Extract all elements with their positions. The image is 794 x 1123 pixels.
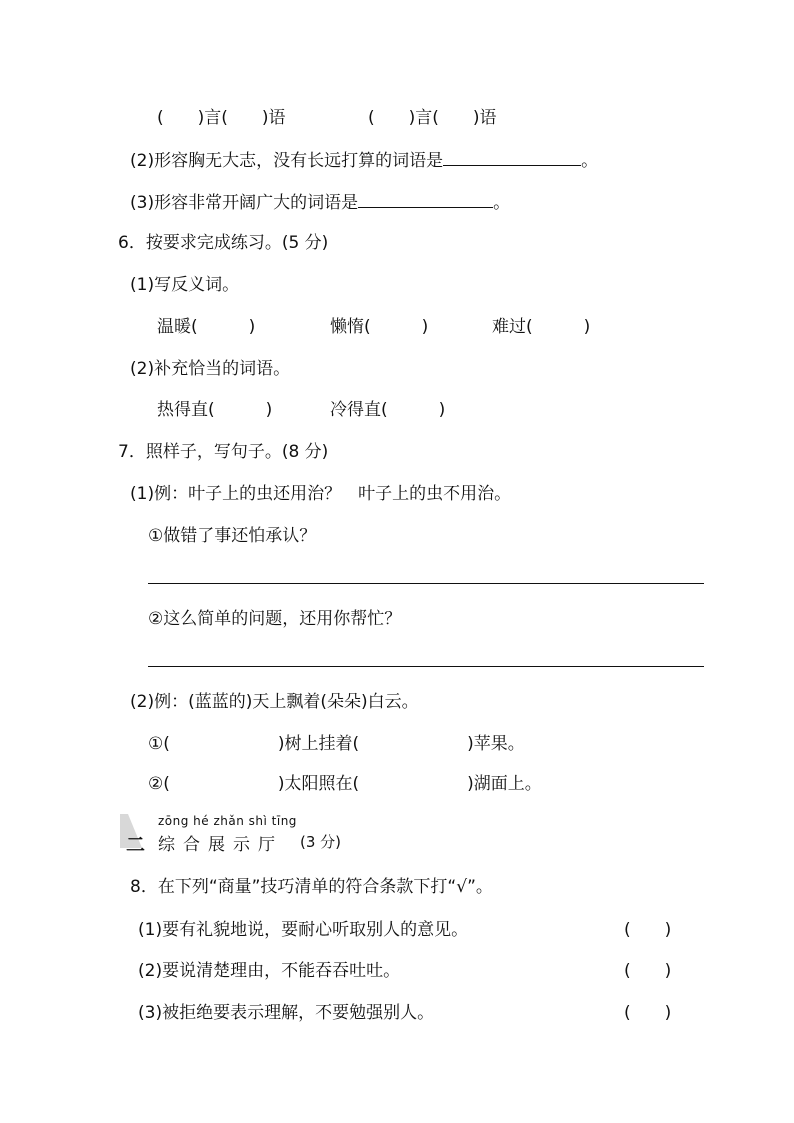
antonym-sad[interactable]: 难过( ) <box>492 317 591 337</box>
row1-part3: )苹果。 <box>467 734 525 754</box>
antonym-warm[interactable]: 温暖( ) <box>157 317 256 337</box>
section-pinyin: zōng hé zhǎn shì tīng <box>158 814 297 828</box>
row2-part3: )湖面上。 <box>467 774 542 794</box>
section-title: 综合展示厅 <box>158 835 283 855</box>
q7-example2: (2)例：(蓝蓝的)天上飘着(朵朵)白云。 <box>130 692 419 712</box>
q7-item2: ②这么简单的问题，还用你帮忙？ <box>148 609 402 629</box>
antonym-lazy[interactable]: 懒惰( ) <box>330 317 429 337</box>
row2-part2: )太阳照在( <box>277 774 360 794</box>
q8-checkbox-1[interactable]: ( ) <box>624 920 672 940</box>
q5-sub3-text: (3)形容非常开阔广大的词语是 <box>130 193 359 213</box>
row1-part2: )树上挂着( <box>277 734 360 754</box>
q5-sub3-end: 。 <box>493 193 511 213</box>
idiom-blank-b[interactable]: ( )言( )语 <box>368 108 497 128</box>
q5-sub2-text: (2)形容胸无大志，没有长远打算的词语是 <box>130 151 444 171</box>
q6-sub1: (1)写反义词。 <box>130 275 240 295</box>
q8-item-1: (1)要有礼貌地说，要耐心听取别人的意见。 <box>138 920 469 940</box>
fill-hot[interactable]: 热得直( ) <box>157 400 273 420</box>
row2-part1: ②( <box>148 774 170 794</box>
q6-title: 6．按要求完成练习。(5 分) <box>118 233 329 253</box>
q8-title: 8．在下列“商量”技巧清单的符合条款下打“√”。 <box>130 877 493 897</box>
q8-item-3: (3)被拒绝要表示理解，不要勉强别人。 <box>138 1003 435 1023</box>
q7-item1: ①做错了事还怕承认？ <box>148 526 317 546</box>
q5-sub2 <box>130 148 598 173</box>
q7-row1 <box>148 732 525 756</box>
q5-sub2-answer-line[interactable] <box>443 148 581 166</box>
idiom-blank-a[interactable]: ( )言( )语 <box>157 108 286 128</box>
q8-checkbox-3[interactable]: ( ) <box>624 1003 672 1023</box>
q7-row2 <box>148 772 542 796</box>
answer-line-2[interactable] <box>148 666 704 667</box>
q7-example1: (1)例：叶子上的虫还用治？ 叶子上的虫不用治。 <box>130 484 512 504</box>
q5-sub3-answer-line[interactable] <box>358 190 493 208</box>
answer-line-1[interactable] <box>148 583 704 584</box>
fill-cold[interactable]: 冷得直( ) <box>330 400 446 420</box>
q5-sub2-end: 。 <box>581 151 599 171</box>
q8-checkbox-2[interactable]: ( ) <box>624 961 672 981</box>
section-number: 二 <box>126 834 146 856</box>
row1-part1: ①( <box>148 734 170 754</box>
q7-title: 7．照样子，写句子。(8 分) <box>118 442 329 462</box>
q5-sub3 <box>130 190 510 215</box>
q6-sub2: (2)补充恰当的词语。 <box>130 359 291 379</box>
q8-item-2: (2)要说清楚理由，不能吞吞吐吐。 <box>138 961 401 981</box>
section-score: (3 分) <box>300 833 342 851</box>
